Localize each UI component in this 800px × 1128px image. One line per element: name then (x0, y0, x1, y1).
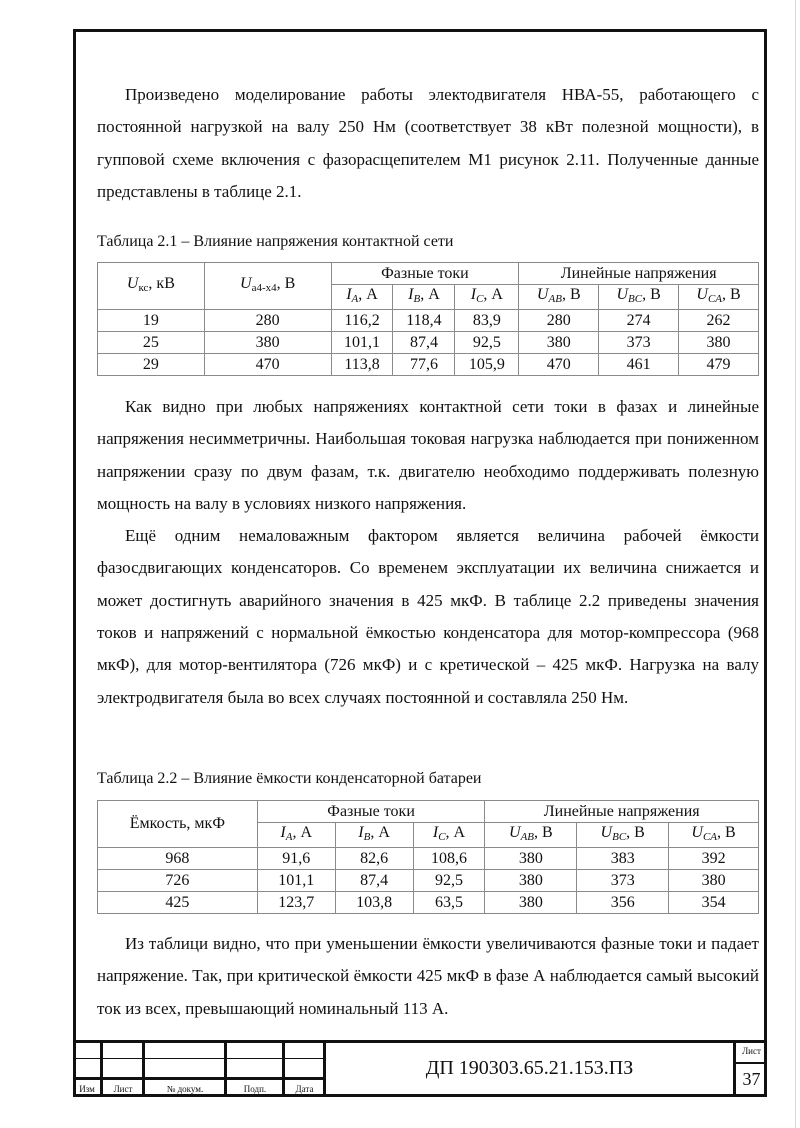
cell: 280 (204, 310, 331, 332)
cell: 101,1 (257, 870, 335, 892)
sheet-box (733, 1040, 767, 1097)
cell: 25 (98, 332, 205, 354)
cell: 274 (599, 310, 679, 332)
cell: 380 (679, 332, 759, 354)
cell: 461 (599, 354, 679, 376)
header-ua4x4: $U_{а4-х4}$, В (204, 263, 331, 310)
header-ukc: $U_{кс}$, кВ (98, 263, 205, 310)
header-uab: $U_{AB}$, В (519, 285, 599, 310)
cell: 116,2 (331, 310, 393, 332)
table-row (98, 870, 759, 892)
cell: 380 (485, 870, 577, 892)
header-group-line-voltages: Линейные напряжения (519, 263, 759, 285)
cell: 479 (679, 354, 759, 376)
cell: 105,9 (455, 354, 519, 376)
cell: 380 (204, 332, 331, 354)
table-row (98, 332, 759, 354)
cell: 373 (599, 332, 679, 354)
cell: 356 (577, 892, 669, 914)
sheet-label: Лист (742, 1046, 761, 1056)
document-code: ДП 190303.65.21.153.ПЗ (425, 1057, 634, 1079)
stamp-revision-grid (73, 1040, 326, 1097)
table-2-1 (97, 262, 759, 376)
cell: 118,4 (393, 310, 455, 332)
title-block-stamp (73, 1040, 767, 1097)
paragraph-capacitance: Ещё одним немаловажным фактором является величина рабочей ёмкости фазосдвигающих конденсаторов. Со временем эксплуатации их величина снижается и может достигнуть аварийного значения в 425 мкФ. В таблице 2.2 приведены значения токов и напряжений с нормальной ёмкостью конденсатора для мотор-компрессора (968 мкФ), для мотор-вентилятора (726 мкФ) и с кретической – 425 мкФ. Нагрузка на валу электродвигателя была во всех случаях постоянной и составляла 250 Нм. (97, 526, 759, 707)
stamp-label-sign: Подп. (243, 1084, 267, 1094)
header-group-line-voltages: Линейные напряжения (485, 801, 759, 823)
paragraph-conclusion: Из таблици видно, что при уменьшении ёмкости увеличиваются фазные токи и падает напряжение. Так, при критической ёмкости 425 мкФ в фазе А наблюдается самый высокий ток из всех, превышающий номинальный 113 А. (97, 934, 759, 1018)
header-group-phase-currents: Фазные токи (331, 263, 519, 285)
cell: 113,8 (331, 354, 393, 376)
header-capacitance: Ёмкость, мкФ (98, 801, 258, 848)
table-row (98, 310, 759, 332)
cell: 470 (204, 354, 331, 376)
table-2-1-block (97, 232, 759, 376)
header-group-phase-currents: Фазные токи (257, 801, 485, 823)
header-ubc: $U_{BC}$, В (577, 823, 669, 848)
cell: 82,6 (335, 848, 413, 870)
cell: 83,9 (455, 310, 519, 332)
cell: 726 (98, 870, 258, 892)
cell: 29 (98, 354, 205, 376)
cell: 101,1 (331, 332, 393, 354)
paragraph-1-block (97, 79, 759, 208)
cell: 63,5 (413, 892, 485, 914)
cell: 108,6 (413, 848, 485, 870)
cell: 91,6 (257, 848, 335, 870)
header-ia: $I_A$, А (257, 823, 335, 848)
cell: 383 (577, 848, 669, 870)
table-2-2-block (97, 769, 759, 914)
table-2-1-caption: Таблица 2.1 – Влияние напряжения контактной сети (97, 233, 454, 250)
table-row (98, 892, 759, 914)
cell: 123,7 (257, 892, 335, 914)
cell: 425 (98, 892, 258, 914)
page-edge-divider (795, 0, 796, 1128)
header-ic: $I_C$, А (455, 285, 519, 310)
table-2-2-caption: Таблица 2.2 – Влияние ёмкости конденсаторной батареи (97, 770, 482, 787)
cell: 87,4 (393, 332, 455, 354)
sheet-number: 37 (736, 1062, 767, 1094)
header-uab: $U_{AB}$, В (485, 823, 577, 848)
header-ubc: $U_{BC}$, В (599, 285, 679, 310)
paragraph-2-3-block (97, 391, 759, 714)
stamp-label-date: Дата (295, 1084, 314, 1094)
table-2-2 (97, 800, 759, 914)
table-row (98, 848, 759, 870)
cell: 262 (679, 310, 759, 332)
cell: 470 (519, 354, 599, 376)
header-uca: $U_{CA}$, В (679, 285, 759, 310)
table-header-row (98, 263, 759, 285)
cell: 280 (519, 310, 599, 332)
paragraph-intro: Произведено моделирование работы электодвигателя НВА-55, работающего с постоянной нагрузкой на валу 250 Нм (соответствует 38 кВт полезной мощности), в гупповой схеме включения с фазорасщепителем М1 рисунок 2.11. Полученные данные представлены в таблице 2.1. (97, 85, 759, 201)
cell: 87,4 (335, 870, 413, 892)
cell: 380 (519, 332, 599, 354)
cell: 392 (669, 848, 759, 870)
paragraph-4-block (97, 928, 759, 1025)
cell: 92,5 (455, 332, 519, 354)
stamp-label-doc: № докум. (166, 1084, 204, 1094)
cell: 77,6 (393, 354, 455, 376)
cell: 354 (669, 892, 759, 914)
cell: 103,8 (335, 892, 413, 914)
header-ib: $I_B$, А (335, 823, 413, 848)
table-row (98, 354, 759, 376)
header-uca: $U_{CA}$, В (669, 823, 759, 848)
cell: 380 (485, 892, 577, 914)
header-ia: $I_A$, А (331, 285, 393, 310)
cell: 968 (98, 848, 258, 870)
cell: 380 (485, 848, 577, 870)
cell: 380 (669, 870, 759, 892)
cell: 19 (98, 310, 205, 332)
cell: 92,5 (413, 870, 485, 892)
header-ib: $I_B$, А (393, 285, 455, 310)
stamp-label-izm: Изм (79, 1084, 95, 1094)
paragraph-analysis-voltage: Как видно при любых напряжениях контактной сети токи в фазах и линейные напряжения несимметричны. Наибольшая токовая нагрузка наблюдается при пониженном напряжении сразу по двум фазам, т.к. двигателю необходимо поддерживать полезную мощность на валу в условиях низкого напряжения. (97, 397, 759, 513)
cell: 373 (577, 870, 669, 892)
table-header-row (98, 801, 759, 823)
header-ic: $I_C$, А (413, 823, 485, 848)
stamp-label-list: Лист (113, 1084, 133, 1094)
